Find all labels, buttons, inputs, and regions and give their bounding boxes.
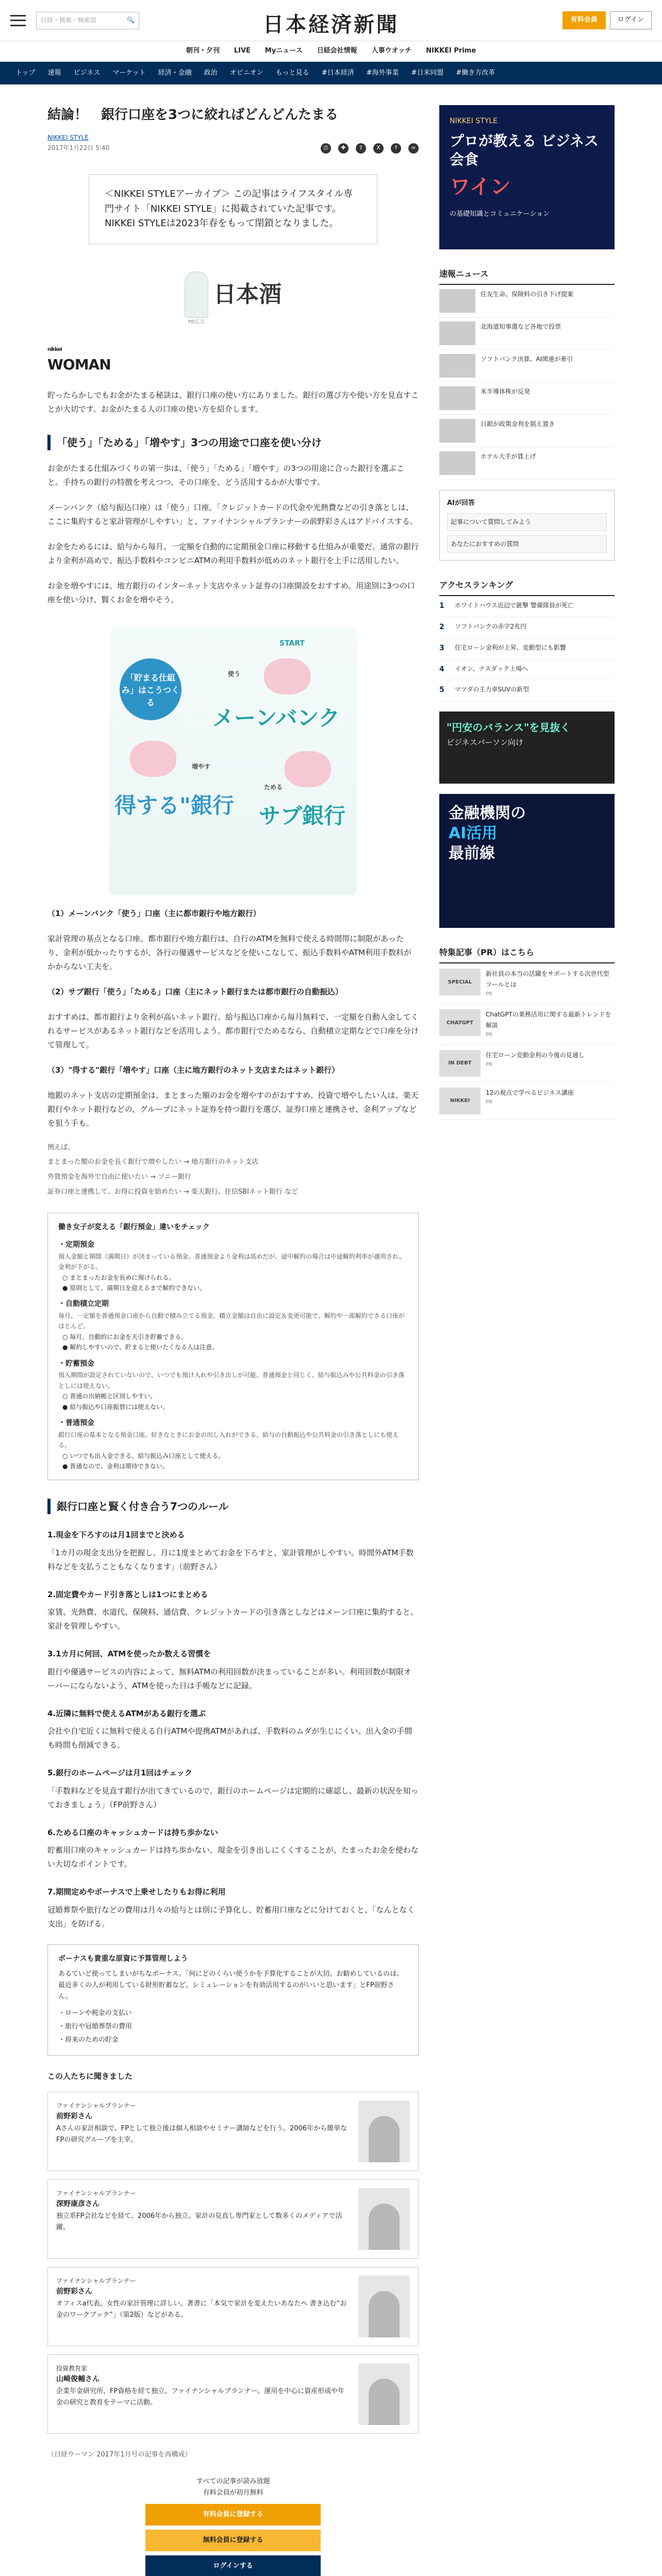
paragraph: お金がたまる仕組みづくりの第一歩は、「使う」「ためる」「増やす」の3つの用途に合った銀行を選ぶこと。手持ちの銀行の特徴を考えつつ、その口座を、どう活用するかが大事です。 bbox=[47, 463, 404, 487]
deposit-type-point: ○ いつでも出入金できる、給与振込み口座として使える。 bbox=[62, 1452, 225, 1460]
rank-number: 3 bbox=[439, 643, 444, 652]
expert-name: 前野彩さん bbox=[56, 2112, 92, 2121]
box-list-item: ・将来のための貯金 bbox=[58, 2036, 119, 2044]
box-heading: ボーナスも貴重な原資に予算管理しよう bbox=[58, 1954, 188, 1963]
topbar bbox=[0, 0, 662, 41]
illustration-label: 使う bbox=[228, 670, 241, 677]
piggy-bank-icon bbox=[130, 741, 176, 777]
deposit-type-title: ・自動積立定期 bbox=[58, 1300, 109, 1309]
rule-heading: 7.期間定めやボーナスで上乗せしたりもお得に利用 bbox=[47, 1887, 226, 1897]
search-placeholder: 日経・検索・検索語 bbox=[41, 16, 97, 24]
rule-heading: 3.1カ月に何回、ATMを使ったか数える習慣を bbox=[47, 1649, 211, 1659]
ad-line: 金融機関の bbox=[449, 804, 526, 823]
example-item: 外貨預金を海外で自由に使いたい → ソニー銀行 bbox=[47, 1173, 191, 1181]
news-item[interactable] bbox=[439, 382, 615, 415]
deposit-type-point: ● 給与振込や口座振替には使えない。 bbox=[62, 1403, 169, 1411]
deposit-type-title: ・定期預金 bbox=[58, 1240, 94, 1249]
nav-item[interactable]: #日本経済 bbox=[321, 69, 354, 77]
illustration-start: START bbox=[279, 639, 305, 648]
paragraph: 地銀のネット支店の定期預金は、まとまった額のお金を増やすのがおすすめ。投資で増やしたい人は、楽天銀行やネット銀行などの、グループにネット証券を持つ銀行を選び、証券口座と連携させ、金利アップなどを狙う手も。 bbox=[47, 1090, 419, 1128]
search-icon[interactable]: 🔍 bbox=[127, 16, 135, 24]
pr-title[interactable]: ChatGPTの業務活用に関する最新トレンドを解説 bbox=[486, 1011, 611, 1029]
product-image bbox=[140, 249, 326, 327]
news-title[interactable]: 日銀が政策金利を据え置き bbox=[481, 420, 555, 428]
source-caption: （日経ウーマン 2017年1月号の記事を再構成） bbox=[47, 2450, 192, 2459]
nav-item[interactable]: 速報 bbox=[47, 69, 61, 77]
nav-item[interactable]: #日米同盟 bbox=[411, 69, 444, 77]
box-text: あるていど使ってしまいがちなボーナス。「何にどのくらい使うかを予算化することが大切。お勧めしているのは、最近多くの人が利用している財形貯蓄など、シミュレーションを有効活用するのがいいと思います」とFP前野さん。 bbox=[58, 1970, 404, 2001]
illustration-label: 増やす bbox=[192, 762, 211, 770]
expert-role: 投資教育家 bbox=[56, 2364, 88, 2372]
rule-heading: 1.現金を下ろすのは月1回までと決める bbox=[47, 1530, 185, 1540]
deposit-type-point: ○ まとまったお金を長めに預けられる。 bbox=[62, 1274, 175, 1281]
pr-source: PR bbox=[486, 991, 492, 997]
box-list-item: ・ローンや税金の支払い bbox=[58, 2009, 132, 2017]
bank-illustration bbox=[109, 628, 357, 895]
article-date: 2017年1月22日 5:40 bbox=[47, 144, 110, 152]
pr-thumbnail: IN DEBT bbox=[439, 1050, 481, 1077]
illustration-profit-bank: 得する"銀行 bbox=[114, 792, 234, 818]
experts-heading: この人たちに聞きました bbox=[47, 2072, 133, 2081]
expert-profile bbox=[47, 2267, 419, 2346]
rule-text: 銀行や優遇サービスの内容によって、無料ATMの利用回数が決まっていることが多い。利用回数が制限オーバーにならないよう、ATMを使った日は手帳などに記録。 bbox=[47, 1667, 411, 1690]
expert-photo bbox=[358, 2188, 410, 2250]
deposit-types-box bbox=[47, 1213, 419, 1480]
deposit-type-desc: 毎月、一定額を普通預金口座から自動で積み立てる預金。積立金額は自由に設定＆変更可能で、解約や一部解約できる口座がほとんど。 bbox=[58, 1312, 405, 1330]
article-tag[interactable]: NIKKEI STYLE bbox=[47, 134, 89, 141]
bonus-box bbox=[47, 1944, 419, 2056]
ranking-item[interactable] bbox=[439, 617, 615, 638]
share-icon[interactable]: ⇪ bbox=[356, 143, 366, 154]
register-paid-button[interactable]: 有料会員に登録する bbox=[145, 2504, 321, 2526]
nav-item[interactable]: もっと見る bbox=[275, 69, 309, 77]
expert-profile bbox=[47, 2354, 419, 2434]
link-icon[interactable]: ∞ bbox=[408, 143, 419, 154]
pr-item[interactable] bbox=[439, 1082, 615, 1120]
pr-item[interactable] bbox=[439, 1045, 615, 1082]
ranking-title[interactable]: ソフトバンクの赤字2兆円 bbox=[455, 623, 527, 631]
ad-label: NIKKEI STYLE bbox=[450, 117, 498, 125]
subsection-title: （3）"得する"銀行「増やす」口座（主に地方銀行のネット支店またはネット銀行） bbox=[47, 1065, 340, 1075]
cta-text: 有料会員が初月無料 bbox=[203, 2488, 263, 2497]
subsection-title: （1）メーンバンク「使う」口座（主に都市銀行や地方銀行） bbox=[47, 908, 261, 918]
expert-role: ファイナンシャルプランナー bbox=[56, 2189, 136, 2197]
facebook-icon[interactable]: f bbox=[391, 143, 401, 154]
bottle-image bbox=[185, 272, 208, 318]
rank-number: 1 bbox=[439, 602, 444, 611]
search-input[interactable] bbox=[36, 12, 139, 29]
expert-bio: 企業年金研究所、FP資格を経て独立。ファイナンシャルプランナー。運用を中心に資産形成や年金の研究と教育をテーマに活動。 bbox=[56, 2387, 345, 2407]
news-thumbnail bbox=[439, 419, 475, 443]
rank-number: 2 bbox=[439, 623, 444, 632]
ai-heading: AIが回答 bbox=[447, 499, 475, 507]
pr-item[interactable] bbox=[439, 963, 615, 1004]
subscribe-button[interactable]: 有料会員 bbox=[562, 11, 606, 29]
sidebar-ad[interactable] bbox=[439, 105, 615, 249]
box-heading: 働き女子が変える「銀行預金」違いをチェック bbox=[58, 1223, 210, 1232]
news-item[interactable] bbox=[439, 447, 615, 480]
deposit-type-desc: 預入金額と期間（満期日）が決まっている預金。普通預金より金利は高めだが、途中解約の場合は中途解約利率が適用され、金利が下がる。 bbox=[58, 1252, 405, 1271]
expert-bio: Aさんの家計相談で、FPとして独立後は個人相談やセミナー講師などを行う。2006年から簡単なFPの研究グループを主宰。 bbox=[56, 2124, 347, 2144]
sidebar bbox=[439, 105, 615, 2576]
pr-title[interactable]: 新社員の本当の活躍をサポートする次世代型ツールとは bbox=[486, 970, 609, 988]
example-list bbox=[47, 1141, 419, 1199]
expert-profile bbox=[47, 2092, 419, 2171]
rule-text: 「1カ月の現金支出分を把握し、月に1度まとめてお金を下ろすと、家計管理がしやすい。時間外ATM手数料などを支払うこともなくなります」（前野さん） bbox=[47, 1548, 414, 1571]
login-cta-button[interactable]: ログインする bbox=[145, 2555, 321, 2576]
pr-source: PR bbox=[486, 1062, 492, 1068]
rule-text: 家賃、光熱費、水道代、保険料、通信費、クレジットカードの引き落としなどはメーン口座に集約すると、家計を管理しやすい。 bbox=[47, 1607, 418, 1631]
cta-text: すべての記事が読み放題 bbox=[196, 2477, 270, 2485]
rule-text: 会社や自宅近くに無料で使える自行ATMや提携ATMがあれば、手数料のムダが生じにくい。出入金の手間も時間も削減できる。 bbox=[47, 1726, 412, 1750]
news-item[interactable] bbox=[439, 415, 615, 447]
expert-profile bbox=[47, 2179, 419, 2259]
deposit-type-point: ● 原則として、満期日を迎えるまで解約できない。 bbox=[62, 1284, 206, 1292]
main-navigation bbox=[0, 62, 662, 84]
site-logo[interactable]: 日本経済新聞 bbox=[263, 12, 399, 37]
rule-heading: 2.固定費やカード引き落としは1つにまとめる bbox=[47, 1589, 208, 1599]
expert-photo bbox=[358, 2363, 410, 2425]
rank-number: 5 bbox=[439, 686, 444, 694]
deposit-type-point: ○ 普通の出納帳と区別しやすい。 bbox=[62, 1393, 157, 1400]
pr-heading: 特集記事（PR）はこちら bbox=[439, 945, 615, 963]
expert-photo bbox=[358, 2100, 410, 2162]
x-icon[interactable]: X bbox=[373, 143, 384, 154]
product-caption: PR広告 bbox=[188, 319, 205, 326]
rule-heading: 6.ためる口座のキャッシュカードは持ち歩かない bbox=[47, 1827, 218, 1837]
news-thumbnail bbox=[439, 354, 475, 378]
bookmark-icon[interactable]: ✚ bbox=[338, 143, 349, 154]
subnav-item[interactable]: Myニュース bbox=[264, 47, 303, 55]
ad-subtitle: の基礎知識とコミュニケーション bbox=[450, 210, 550, 218]
deposit-type-point: ● 普通なので、金利は期待できない。 bbox=[62, 1462, 169, 1470]
rule-text: 「手数料などを見直す銀行が出てきているので、銀行のホームページは定期的に確認し、最新の状況を知っておきましょう」（FP前野さん） bbox=[47, 1786, 419, 1809]
ad-subtitle: ビジネスパーソン向け bbox=[446, 738, 523, 748]
ranking-item[interactable] bbox=[439, 659, 615, 681]
ai-suggested-question[interactable]: あなたにおすすめの質問 bbox=[447, 535, 607, 553]
news-thumbnail bbox=[439, 321, 475, 345]
ranking-item[interactable] bbox=[439, 596, 615, 617]
pr-thumbnail: SPECIAL bbox=[439, 969, 481, 995]
expert-photo bbox=[358, 2276, 410, 2337]
pr-title[interactable]: 12の視点で学べるビジネス講座 bbox=[486, 1089, 574, 1096]
nav-item[interactable]: #働き方改革 bbox=[456, 69, 495, 77]
ai-question-input[interactable]: 記事について質問してみよう bbox=[447, 513, 607, 531]
paragraph: 家計管理の基点となる口座。都市銀行や地方銀行は、自行のATMを無料で使える時間帯に制限があったり、金利が低かったりするが、各行の優遇サービスなどを使いこなして、振込手数料やATM利用手数料がかからない工夫を。 bbox=[47, 934, 411, 971]
rule-text: 冠婚葬祭や旅行などの費用は月々の給与とは別に予算化し、貯蓄用口座などに分けておくと、「なんとなく支出」を防げる。 bbox=[47, 1905, 415, 1928]
nav-item[interactable]: #海外事業 bbox=[366, 69, 399, 77]
subsection-title: （2）サブ銀行「使う」「ためる」口座（主にネット銀行または都市銀行の自動振込） bbox=[47, 987, 343, 996]
news-item[interactable] bbox=[439, 350, 615, 382]
piggy-bank-icon bbox=[285, 751, 331, 787]
paragraph: おすすめは、都市銀行より金利が高いネット銀行。給与振込口座から毎月無料で、一定額を自動入金してくれるサービスがあるネット銀行などを活用しよう。都市銀行でためるなら、自動積立定期などで口座を分けて管理して。 bbox=[47, 1012, 419, 1049]
illustration-sub-bank: サブ銀行 bbox=[259, 803, 346, 828]
deposit-type-title: ・貯蓄預金 bbox=[58, 1359, 94, 1368]
illustration-main-bank: メーンバンク bbox=[212, 705, 340, 731]
rule-text: 貯蓄用口座のキャッシュカードは持ち歩かない。現金を引き出しにくくすることが、たまったお金を使わない大切なポイントです。 bbox=[47, 1845, 419, 1869]
archive-notice: ＜NIKKEI STYLEアーカイブ＞ この記事はライフスタイル専門サイト「NIKKEI STYLE」に掲載されていた記事です。NIKKEI STYLEは2023年春をもって閉鎖となりました。 bbox=[89, 174, 377, 244]
example-item: 証券口座と連携して、お得に投資を始めたい → 楽天銀行、住信SBIネット銀行 など bbox=[47, 1188, 299, 1196]
pr-source: PR bbox=[486, 1031, 492, 1038]
expert-role: ファイナンシャルプランナー bbox=[56, 2277, 136, 2284]
ad-title: "円安のバランス"を見抜く bbox=[446, 721, 571, 734]
piggy-bank-icon bbox=[264, 658, 310, 694]
expert-name: 前野彩さん bbox=[56, 2287, 92, 2296]
expert-role: ファイナンシャルプランナー bbox=[56, 2102, 136, 2109]
sub-navigation bbox=[0, 41, 662, 62]
news-title[interactable]: 北海道知事選など各地で投票 bbox=[481, 323, 561, 331]
subnav-item[interactable]: 人事ウオッチ bbox=[371, 47, 412, 55]
nav-item[interactable]: 政治 bbox=[204, 69, 218, 77]
section-heading: 銀行口座と賢く付き合う7つのルール bbox=[47, 1499, 419, 1514]
example-item: 例えば、 bbox=[47, 1143, 75, 1151]
nav-item[interactable]: マーケット bbox=[112, 69, 146, 77]
news-title[interactable]: 米半導体株が反発 bbox=[481, 388, 531, 396]
news-heading: 速報ニュース bbox=[439, 267, 615, 285]
deposit-type-desc: 預入期間が設定されていないので、いつでも預け入れや引き出しが可能。普通預金と同じく、給与振込みや公共料金の引き落としには使えない。 bbox=[58, 1371, 405, 1389]
rule-heading: 5.銀行のホームページは月1回はチェック bbox=[47, 1768, 192, 1778]
menu-icon[interactable] bbox=[10, 15, 26, 26]
ranking-title[interactable]: イオン、ナスダック上場へ bbox=[455, 665, 528, 672]
sidebar-ad-2[interactable] bbox=[439, 711, 615, 784]
nav-item[interactable]: 経済・金融 bbox=[158, 69, 192, 77]
illustration-circle: 「貯まる仕組み」はこうつくる bbox=[120, 658, 181, 720]
ranking-heading: アクセスランキング bbox=[439, 578, 615, 596]
ad-title: プロが教える ビジネス会食 bbox=[450, 132, 599, 168]
ad-line: AI活用 bbox=[449, 824, 498, 843]
paragraph: お金をためるには、給与から毎月、一定額を自動的に定期預金口座に移動する仕組みが重要だ。通常の銀行より金利が高めで、振込手数料やコンビニATMの利用手数料が低めのネット銀行を上手に活用したい。 bbox=[47, 541, 419, 565]
box-list-item: ・旅行や冠婚葬祭の費用 bbox=[58, 2023, 133, 2031]
ad-line: 最前線 bbox=[449, 844, 495, 863]
nav-item[interactable]: オピニオン bbox=[229, 69, 263, 77]
paragraph: お金を増やすには、地方銀行のインターネット支店やネット証券の口座開設をおすすめ。用途別に3つの口座を使い分け、賢くお金を増やそう。 bbox=[47, 581, 415, 604]
example-item: まとまった額のお金を長く銀行で増やしたい → 地方銀行のネット支店 bbox=[47, 1158, 259, 1166]
ranking-item[interactable] bbox=[439, 638, 615, 659]
rule-heading: 4.近隣に無料で使えるATMがある銀行を選ぶ bbox=[47, 1708, 206, 1718]
login-button[interactable]: ログイン bbox=[610, 11, 652, 29]
news-thumbnail bbox=[439, 289, 475, 313]
expert-bio: 独立系FP会社などを経て、2006年から独立。家計の見直し専門家として数多くのメディアで活躍。 bbox=[56, 2212, 342, 2232]
membership-cta bbox=[145, 2476, 321, 2576]
news-item[interactable] bbox=[439, 317, 615, 350]
pr-thumbnail: NIKKEI bbox=[439, 1088, 481, 1114]
nikkei-woman-logo bbox=[47, 347, 419, 377]
pr-title[interactable]: 住宅ローン変動金利の今後の見通し bbox=[486, 1051, 585, 1059]
register-free-button[interactable]: 無料会員に登録する bbox=[145, 2530, 321, 2551]
expert-name: 山崎俊輔さん bbox=[56, 2375, 100, 2384]
ranking-title[interactable]: ホワイトハウス近辺で銃撃 警備隊員が死亡 bbox=[455, 602, 574, 609]
article-title: 結論！ 銀行口座を3つに絞ればどんどんたまる bbox=[47, 107, 339, 123]
news-title[interactable]: ソフトバンク決算、AI関連が牽引 bbox=[481, 355, 573, 363]
subnav-item[interactable]: 日経会社情報 bbox=[317, 47, 357, 55]
paragraph: 貯ったらかしでもお金がたまる秘訣は、銀行口座の使い方にありました。銀行の選び方や使い方を見直すことが大切です。お金がたまる人の口座の使い方を紹介します。 bbox=[47, 390, 419, 414]
woman-logo-small: nikkei bbox=[47, 347, 62, 353]
ranking-title[interactable]: 住宅ローン金利が上昇、変動型にも影響 bbox=[455, 643, 566, 651]
deposit-type-point: ● 解約しやすいので、貯まると使いたくなる人は注意。 bbox=[62, 1344, 219, 1351]
subnav-item[interactable]: LIVE bbox=[234, 47, 251, 55]
news-item[interactable] bbox=[439, 285, 615, 317]
news-thumbnail bbox=[439, 451, 475, 475]
product-text: 日本酒 bbox=[213, 281, 282, 308]
pr-source: PR bbox=[486, 1099, 492, 1106]
sidebar-ad-3[interactable] bbox=[439, 794, 615, 928]
news-title[interactable]: ホテル大手が賃上げ bbox=[481, 453, 536, 461]
expert-name: 深野康彦さん bbox=[56, 2200, 100, 2209]
print-icon[interactable]: ⎙ bbox=[321, 143, 331, 154]
article-meta bbox=[47, 132, 419, 154]
subnav-item[interactable]: 朝刊・夕刊 bbox=[186, 47, 220, 55]
woman-logo-text: WOMAN bbox=[47, 356, 111, 374]
pr-item[interactable] bbox=[439, 1004, 615, 1045]
pr-thumbnail: CHATGPT bbox=[439, 1009, 481, 1036]
deposit-type-point: ○ 毎月、自動的にお金を天引き貯蓄できる。 bbox=[62, 1333, 188, 1341]
subnav-item[interactable]: NIKKEI Prime bbox=[426, 47, 476, 55]
nav-item[interactable]: ビジネス bbox=[73, 69, 101, 77]
news-title[interactable]: 住友生命、保険料の引き下げ提案 bbox=[481, 291, 574, 298]
expert-bio: オフィスa代表。女性の家計管理に詳しい。著書に「本気で家計を変えたいあなたへ 書き込む“お金のワークブック”」（第2版）などがある。 bbox=[56, 2299, 347, 2319]
ai-answer-box bbox=[439, 490, 615, 561]
news-thumbnail bbox=[439, 386, 475, 410]
deposit-type-desc: 銀行口座の基本となる預金口座。好きなときにお金の出し入れができる。給与の自動振込や公共料金の引き落としにも使える。 bbox=[58, 1431, 399, 1449]
rank-number: 4 bbox=[439, 665, 444, 673]
nav-item[interactable]: トップ bbox=[15, 69, 36, 77]
illustration-label: ためる bbox=[264, 783, 283, 791]
ranking-title[interactable]: マツダの主力車SUVの新型 bbox=[455, 686, 529, 693]
ad-highlight: ワイン bbox=[450, 175, 511, 199]
paragraph: メーンバンク（給与振込口座）は「使う」口座。「クレジットカードの代金や光熱費などの引き落としは、ここに集約すると家計管理がしやすい」と、ファイナンシャルプランナーの前野彩さんはアドバイスする。 bbox=[47, 502, 418, 526]
ranking-item[interactable] bbox=[439, 680, 615, 701]
article bbox=[47, 105, 419, 2576]
section-heading: 「使う」「ためる」「増やす」3つの用途で口座を使い分け bbox=[47, 435, 419, 450]
deposit-type-title: ・普通預金 bbox=[58, 1419, 94, 1428]
